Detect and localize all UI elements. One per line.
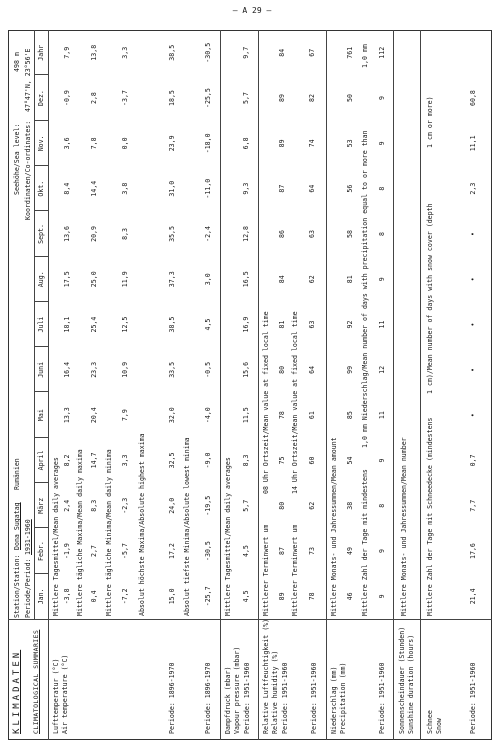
table-cell: 8,3	[90, 499, 98, 512]
precip-desc-b3: 1,0 mm	[361, 44, 369, 68]
table-cell: -30,5	[204, 541, 212, 561]
rule-precip	[393, 30, 394, 740]
table-cell: 89	[278, 139, 286, 148]
table-cell: -7,2	[121, 588, 129, 605]
table-cell: 5,7	[242, 499, 250, 512]
table-cell: 7,8	[90, 137, 98, 150]
table-cell: 9	[378, 458, 386, 463]
table-cell: 74	[308, 139, 316, 148]
table-cell: 9,7	[242, 46, 250, 59]
table-cell: 15,0	[168, 588, 176, 605]
vapour-label-en: Vapour pressure (mbar)	[233, 646, 241, 734]
table-cell: 4,5	[204, 318, 212, 331]
table-cell: 112	[378, 46, 386, 59]
table-cell: 24,0	[168, 497, 176, 514]
table-cell: •	[469, 231, 477, 236]
table-cell: 17,6	[469, 543, 477, 559]
humidity-time-a: 08 Uhr Ortszeit/Mean value at fixed local time	[262, 311, 270, 494]
month-header: Jahr	[37, 44, 45, 61]
table-cell: 38,5	[168, 316, 176, 333]
table-cell: 63	[308, 229, 316, 238]
precip-desc-b: Mittlere Zahl der Tage mit mindestens	[361, 469, 369, 616]
table-cell: 23,3	[90, 361, 98, 378]
sunshine-label-de: Sonnenscheindauer (Stunden)	[398, 626, 406, 734]
table-cell: •	[469, 413, 477, 418]
table-cell: 33,5	[168, 361, 176, 378]
table-cell: 12,5	[121, 316, 129, 333]
table-cell: 5,7	[242, 92, 250, 105]
month-header: April	[37, 450, 45, 471]
rule-temp	[220, 30, 221, 740]
table-cell: 81	[278, 320, 286, 329]
table-cell: -11,0	[204, 178, 212, 199]
table-cell: 7,9	[63, 46, 71, 59]
table-cell: 11,9	[121, 271, 129, 288]
table-cell: 13,6	[63, 226, 71, 242]
table-cell: 2,7	[90, 545, 98, 558]
table-cell: 4,5	[242, 590, 250, 603]
table-cell: 7,7	[469, 499, 477, 512]
table-cell: •	[469, 322, 477, 327]
label-column-rule	[8, 619, 492, 620]
table-cell: 14,4	[90, 180, 98, 197]
table-cell: 761	[346, 46, 354, 59]
table-cell: 11	[378, 411, 386, 420]
table-cell: 64	[308, 184, 316, 193]
month-header: Juni	[37, 361, 45, 378]
table-cell: 16,5	[242, 271, 250, 288]
table-cell: 12,8	[242, 226, 250, 242]
table-cell: 3,6	[63, 137, 71, 150]
table-subtitle: CLIMATOLOGICAL SUMMARIES	[32, 629, 40, 734]
table-cell: -25,7	[204, 586, 212, 607]
month-header: Sept.	[37, 224, 45, 244]
station-country: Rumänien	[13, 458, 21, 490]
table-cell: 54	[346, 456, 354, 465]
table-cell: 8	[378, 186, 386, 191]
table-cell: 11,5	[242, 407, 250, 424]
table-cell: 6,8	[242, 137, 250, 150]
temp-absmax-desc: Absolut höchste Maxima/Absolute highest maxima	[138, 433, 146, 616]
table-cell: -4,0	[204, 407, 212, 424]
table-cell: -19,5	[204, 495, 212, 516]
table-cell: 62	[308, 501, 316, 510]
table-cell: -0,5	[204, 361, 212, 378]
table-cell: 60,8	[469, 90, 477, 106]
humidity-desc-b: Mittlerer Terminwert um	[291, 524, 299, 616]
sunshine-desc: Mittlere Monats- und Jahressummen/Mean number	[400, 437, 408, 616]
table-cell: 85	[346, 411, 354, 420]
table-cell: -25,5	[204, 88, 212, 108]
vapour-period: Periode: 1951-1960	[243, 662, 251, 734]
period-label: Periode/Period:	[24, 558, 32, 618]
table-cell: 20,9	[90, 226, 98, 242]
precip-desc-b2: 1,0 mm Niederschlag/Mean number of days with precipitation equal to or more than	[361, 130, 369, 448]
snow-label-en: Snow	[435, 718, 443, 734]
rule-vapour	[258, 30, 259, 740]
table-cell: 23,9	[168, 135, 176, 152]
table-cell: 10,9	[121, 361, 129, 378]
snow-desc3: 1 cm or more)	[426, 96, 434, 148]
table-cell: 37,3	[168, 271, 176, 288]
vapour-desc: Mittlere Tagesmittel/Mean daily averages	[224, 457, 232, 616]
table-cell: 3,0	[204, 273, 212, 286]
precip-desc-a: Mittlere Monats- und Jahressummen/Mean amount	[330, 437, 338, 616]
table-cell: 16,4	[63, 361, 71, 378]
coordinates-value: 47°47'N, 23°56'E	[24, 48, 32, 112]
table-cell: 87	[278, 184, 286, 193]
snow-period: Periode: 1951-1960	[469, 662, 477, 734]
month-header: Nov.	[37, 135, 45, 152]
table-cell: 56	[346, 184, 354, 193]
table-cell: 9	[378, 277, 386, 282]
page-number: – A 29 –	[232, 6, 272, 15]
header-bottom-rule	[48, 30, 49, 740]
month-header: Dez.	[37, 90, 45, 106]
table-cell: 16,9	[242, 316, 250, 333]
table-cell: 18,5	[168, 90, 176, 106]
humidity-time-b: 14 Uhr Ortszeit/Mean value at fixed local time	[291, 311, 299, 494]
table-cell: 67	[308, 48, 316, 57]
table-cell: 99	[346, 365, 354, 374]
humidity-period-a: Periode: 1951-1960	[281, 662, 289, 734]
table-cell: -2,3	[121, 497, 129, 514]
temp-period-b: Periode: 1896-1970	[168, 662, 176, 734]
table-cell: 8,2	[63, 454, 71, 467]
table-cell: 80	[278, 501, 286, 510]
table-cell: 18,1	[63, 316, 71, 333]
table-cell: 38	[346, 501, 354, 510]
table-cell: -3,8	[63, 588, 71, 605]
table-cell: 58	[346, 229, 354, 238]
table-cell: 9	[378, 549, 386, 554]
month-header: März	[37, 497, 45, 514]
table-cell: 13,3	[63, 407, 71, 424]
table-cell: 17,5	[63, 271, 71, 288]
table-cell: 2,8	[90, 92, 98, 105]
table-cell: 84	[278, 48, 286, 57]
period-value: 1931-1960	[24, 519, 32, 555]
table-cell: 20,4	[90, 407, 98, 424]
table-cell: 78	[308, 592, 316, 601]
table-cell: 2,4	[63, 499, 71, 512]
header-rule	[34, 30, 35, 620]
temp-label-de: Lufttemperatur (°C)	[52, 658, 60, 734]
rule-humidity	[326, 30, 327, 740]
precip-label-de: Niederschlag (mm)	[330, 666, 338, 734]
table-cell: 62	[308, 275, 316, 284]
table-cell: 89	[278, 592, 286, 601]
table-cell: 21,4	[469, 588, 477, 605]
table-cell: 32,5	[168, 452, 176, 469]
table-cell: 0,4	[90, 590, 98, 603]
table-cell: 17,2	[168, 543, 176, 559]
table-cell: 80	[278, 365, 286, 374]
table-cell: 86	[278, 229, 286, 238]
table-cell: 4,5	[242, 545, 250, 558]
table-cell: 35,5	[168, 226, 176, 242]
month-header: Okt.	[37, 180, 45, 197]
table-cell: 84	[278, 275, 286, 284]
table-cell: 13,8	[90, 44, 98, 61]
table-cell: 82	[308, 94, 316, 103]
temp-min-desc: Mittlere tägliche Minima/Mean daily minima	[105, 449, 113, 616]
table-cell: -2,4	[204, 226, 212, 242]
elevation-value: 498 m	[13, 52, 21, 72]
table-cell: 25,4	[90, 316, 98, 333]
table-cell: -18,0	[204, 133, 212, 154]
humidity-label-en: Relative humidity (%)	[271, 650, 279, 734]
table-cell: 12	[378, 365, 386, 374]
table-cell: 81	[346, 275, 354, 284]
precip-period: Periode: 1951-1960	[378, 662, 386, 734]
table-cell: 3,3	[121, 454, 129, 467]
table-cell: -1,9	[63, 543, 71, 559]
table-cell: 8	[378, 503, 386, 508]
temp-label-en: Air temperature (°C)	[61, 654, 69, 734]
table-cell: 0,0	[121, 137, 129, 150]
snow-desc2: 1 cm)/Mean number of days with snow cover (depth	[426, 203, 434, 394]
table-cell: 46	[346, 592, 354, 601]
table-cell: 9,3	[242, 182, 250, 195]
table-cell: 60	[308, 456, 316, 465]
table-cell: 8	[378, 231, 386, 236]
table-cell: 31,0	[168, 180, 176, 197]
station-name: Dona Sugatag	[13, 502, 21, 550]
elevation-label: Seehöhe/Sea level:	[13, 123, 21, 195]
rule-sunshine	[420, 30, 421, 740]
table-cell: 14,7	[90, 452, 98, 469]
station-label: Station/Station:	[13, 554, 21, 618]
month-header: Mai	[37, 409, 45, 422]
table-cell: 53	[346, 139, 354, 148]
table-cell: -30,5	[204, 42, 212, 63]
table-cell: 49	[346, 547, 354, 556]
humidity-desc-a: Mittlerer Terminwert um	[262, 524, 270, 616]
table-cell: 8,4	[63, 182, 71, 195]
table-cell: 11	[378, 320, 386, 329]
precip-label-en: Precipitation (mm)	[339, 662, 347, 734]
table-cell: 38,5	[168, 44, 176, 61]
table-cell: -3,7	[121, 90, 129, 106]
vapour-label-de: Dampfdruck (mbar)	[224, 666, 232, 734]
table-cell: 50	[346, 94, 354, 103]
month-header: Aug.	[37, 271, 45, 288]
table-cell: 9	[378, 594, 386, 599]
temp-mean-desc: Mittlere Tagesmittel/Mean daily averages	[52, 457, 60, 616]
table-cell: 89	[278, 94, 286, 103]
table-cell: •	[469, 367, 477, 372]
table-cell: 3,3	[121, 46, 129, 59]
table-cell: -0,9	[63, 90, 71, 106]
month-header: Febr.	[37, 541, 45, 561]
table-cell: 0,7	[469, 454, 477, 467]
climate-table-sheet	[8, 30, 492, 740]
table-cell: 87	[278, 547, 286, 556]
table-cell: 32,0	[168, 407, 176, 424]
table-cell: 92	[346, 320, 354, 329]
month-header: Jan.	[37, 588, 45, 605]
table-cell: 15,6	[242, 361, 250, 378]
table-cell: -9,0	[204, 452, 212, 469]
table-cell: 2,3	[469, 182, 477, 195]
table-title: KLIMADATEN	[12, 649, 22, 734]
coordinates-label: Koordinaten/Co-ordinates:	[24, 120, 32, 220]
sunshine-label-en: Sunshine duration (hours)	[407, 634, 415, 734]
table-cell: •	[469, 277, 477, 282]
table-cell: 61	[308, 411, 316, 420]
temp-absmin-desc: Absolut tiefste Minima/Absolute lowest minima	[183, 437, 191, 616]
humidity-period-b: Periode: 1951-1960	[310, 662, 318, 734]
temp-max-desc: Mittlere tägliche Maxima/Mean daily maxima	[76, 449, 84, 616]
month-header: Juli	[37, 316, 45, 333]
table-cell: 3,8	[121, 182, 129, 195]
humidity-label-de: Relative Luftfeuchtigkeit (%)	[262, 618, 270, 734]
table-cell: 8,3	[121, 228, 129, 240]
snow-label-de: Schnee	[426, 710, 434, 734]
table-cell: 78	[278, 411, 286, 420]
table-cell: 63	[308, 320, 316, 329]
table-cell: 9	[378, 96, 386, 101]
table-cell: 25,0	[90, 271, 98, 288]
table-cell: 73	[308, 547, 316, 556]
table-cell: 7,9	[121, 409, 129, 422]
table-cell: 11,1	[469, 135, 477, 152]
table-cell: 9	[378, 141, 386, 146]
table-cell: 64	[308, 365, 316, 374]
table-cell: 8,3	[242, 454, 250, 467]
table-cell: -5,7	[121, 543, 129, 559]
snow-desc: Mittlere Zahl der Tage mit Schneedecke (mindestens	[426, 417, 434, 616]
table-cell: 75	[278, 456, 286, 465]
temp-period-c: Periode: 1896-1970	[204, 662, 212, 734]
